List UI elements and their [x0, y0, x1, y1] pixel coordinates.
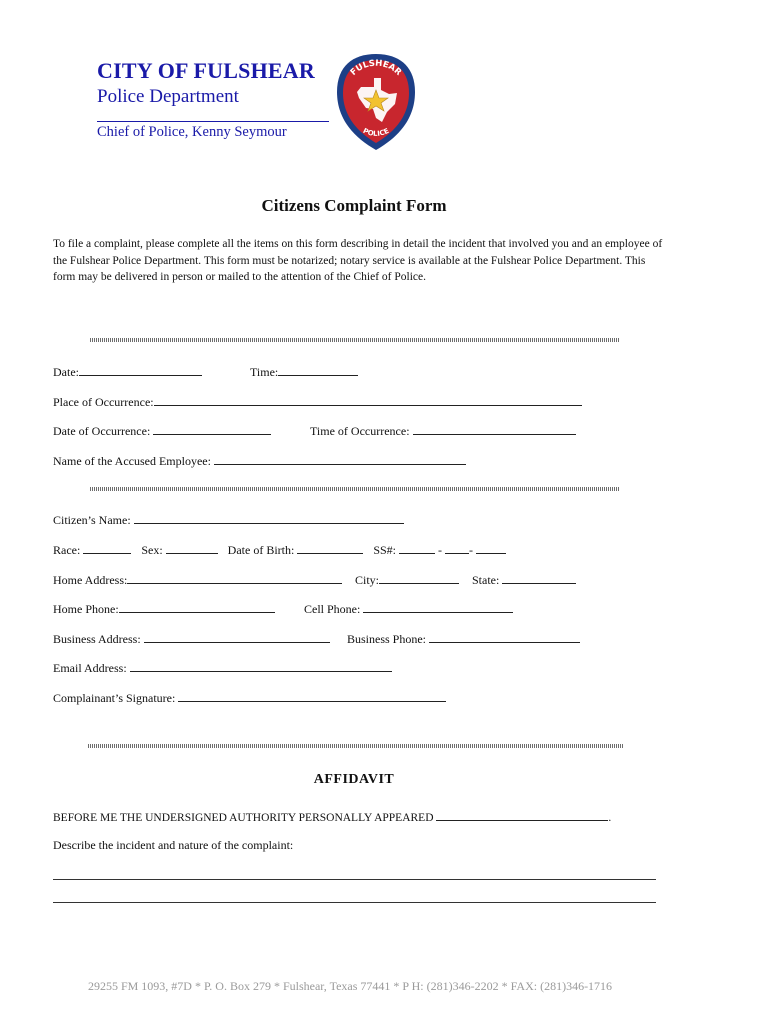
date-of-birth-field[interactable] [297, 542, 363, 554]
race-field[interactable] [83, 542, 131, 554]
citizen-name-row [53, 512, 404, 528]
time-label: Time: [250, 365, 279, 379]
sex-label: Sex: [141, 543, 163, 557]
date-of-occurrence-label: Date of Occurrence: [53, 424, 151, 438]
date-of-occurrence-field[interactable] [153, 423, 271, 435]
citizen-name-label: Citizen’s Name: [53, 513, 131, 527]
describe-label: Describe the incident and nature of the complaint: [53, 838, 294, 852]
ssn-field-3[interactable] [476, 542, 506, 554]
ssn-field-1[interactable] [399, 542, 435, 554]
badge-top-text: FULSHEAR [348, 58, 404, 78]
signature-field[interactable] [178, 690, 446, 702]
date-field[interactable] [79, 364, 202, 376]
ssn-field-2[interactable] [445, 542, 469, 554]
appeared-row [53, 809, 611, 824]
signature-row [53, 690, 446, 706]
citizen-name-field[interactable] [134, 512, 404, 524]
home-phone-field[interactable] [119, 601, 275, 613]
accused-employee-field[interactable] [214, 453, 466, 465]
time-row [250, 364, 358, 380]
ssn-dash: - [469, 543, 474, 557]
time-occurrence-row [310, 423, 576, 439]
appeared-label: BEFORE ME THE UNDERSIGNED AUTHORITY PERSONALLY APPEARED [53, 812, 434, 824]
business-phone-field[interactable] [429, 631, 580, 643]
appeared-name-field[interactable] [436, 809, 608, 821]
time-of-occurrence-field[interactable] [413, 423, 576, 435]
home-phone-label: Home Phone: [53, 602, 119, 616]
business-phone-row [347, 631, 580, 647]
date-occurrence-row [53, 423, 271, 439]
place-of-occurrence-label: Place of Occurrence: [53, 395, 154, 409]
place-of-occurrence-field[interactable] [154, 394, 582, 406]
badge-bottom-text: POLICE [361, 126, 391, 138]
accused-row [53, 453, 466, 469]
state-label: State: [472, 573, 500, 587]
city-label: City: [355, 573, 380, 587]
department-name: Police Department [97, 86, 239, 107]
business-address-row [53, 631, 330, 647]
cell-phone-field[interactable] [363, 601, 513, 613]
police-badge-logo [333, 52, 419, 152]
form-intro: To file a complaint, please complete all the items on this form describing in detail the incident that involved you and an employee of the Fulshear Police Department. This form must be notarized; notary service is available at the Fulshear Police Department. This form may be delivered in person or mailed to the attention of the Chief of Police. [53, 238, 663, 283]
sex-field[interactable] [166, 542, 218, 554]
state-row [472, 572, 576, 588]
signature-label: Complainant’s Signature: [53, 691, 176, 705]
date-row [53, 364, 202, 380]
email-row [53, 660, 392, 676]
chief-of-police: Chief of Police, Kenny Seymour [97, 124, 287, 140]
affidavit-heading: AFFIDAVIT [313, 772, 395, 787]
home-address-field[interactable] [127, 572, 342, 584]
accused-employee-label: Name of the Accused Employee: [53, 454, 211, 468]
business-phone-label: Business Phone: [347, 632, 427, 646]
business-address-label: Business Address: [53, 632, 141, 646]
section-divider [88, 744, 623, 748]
date-of-birth-label: Date of Birth: [227, 543, 295, 557]
ssn-dash: - [438, 543, 443, 557]
cell-phone-row [304, 601, 513, 617]
city-field[interactable] [379, 572, 459, 584]
cell-phone-label: Cell Phone: [304, 602, 361, 616]
section-divider [90, 338, 620, 342]
complaint-line-2[interactable] [53, 902, 656, 903]
demographics-row [53, 542, 506, 558]
time-of-occurrence-label: Time of Occurrence: [310, 424, 410, 438]
place-row [53, 394, 582, 410]
city-row [355, 572, 459, 588]
complaint-line-1[interactable] [53, 879, 656, 880]
header-rule [97, 121, 329, 122]
ssn-label: SS#: [373, 543, 397, 557]
business-address-field[interactable] [144, 631, 330, 643]
email-address-field[interactable] [130, 660, 392, 672]
date-label: Date: [53, 365, 79, 379]
email-address-label: Email Address: [53, 661, 127, 675]
time-field[interactable] [278, 364, 358, 376]
appeared-period: . [608, 812, 612, 824]
section-divider [90, 487, 620, 491]
home-address-row [53, 572, 342, 588]
race-label: Race: [53, 543, 81, 557]
city-name: CITY OF FULSHEAR [97, 58, 315, 83]
home-phone-row [53, 601, 275, 617]
form-title: Citizens Complaint Form [261, 196, 447, 215]
footer-address: 29255 FM 1093, #7D * P. O. Box 279 * Fulshear, Texas 77441 * P H: (281)346-2202 * FAX: (281)346-1716 [87, 979, 613, 993]
home-address-label: Home Address: [53, 573, 128, 587]
state-field[interactable] [502, 572, 576, 584]
